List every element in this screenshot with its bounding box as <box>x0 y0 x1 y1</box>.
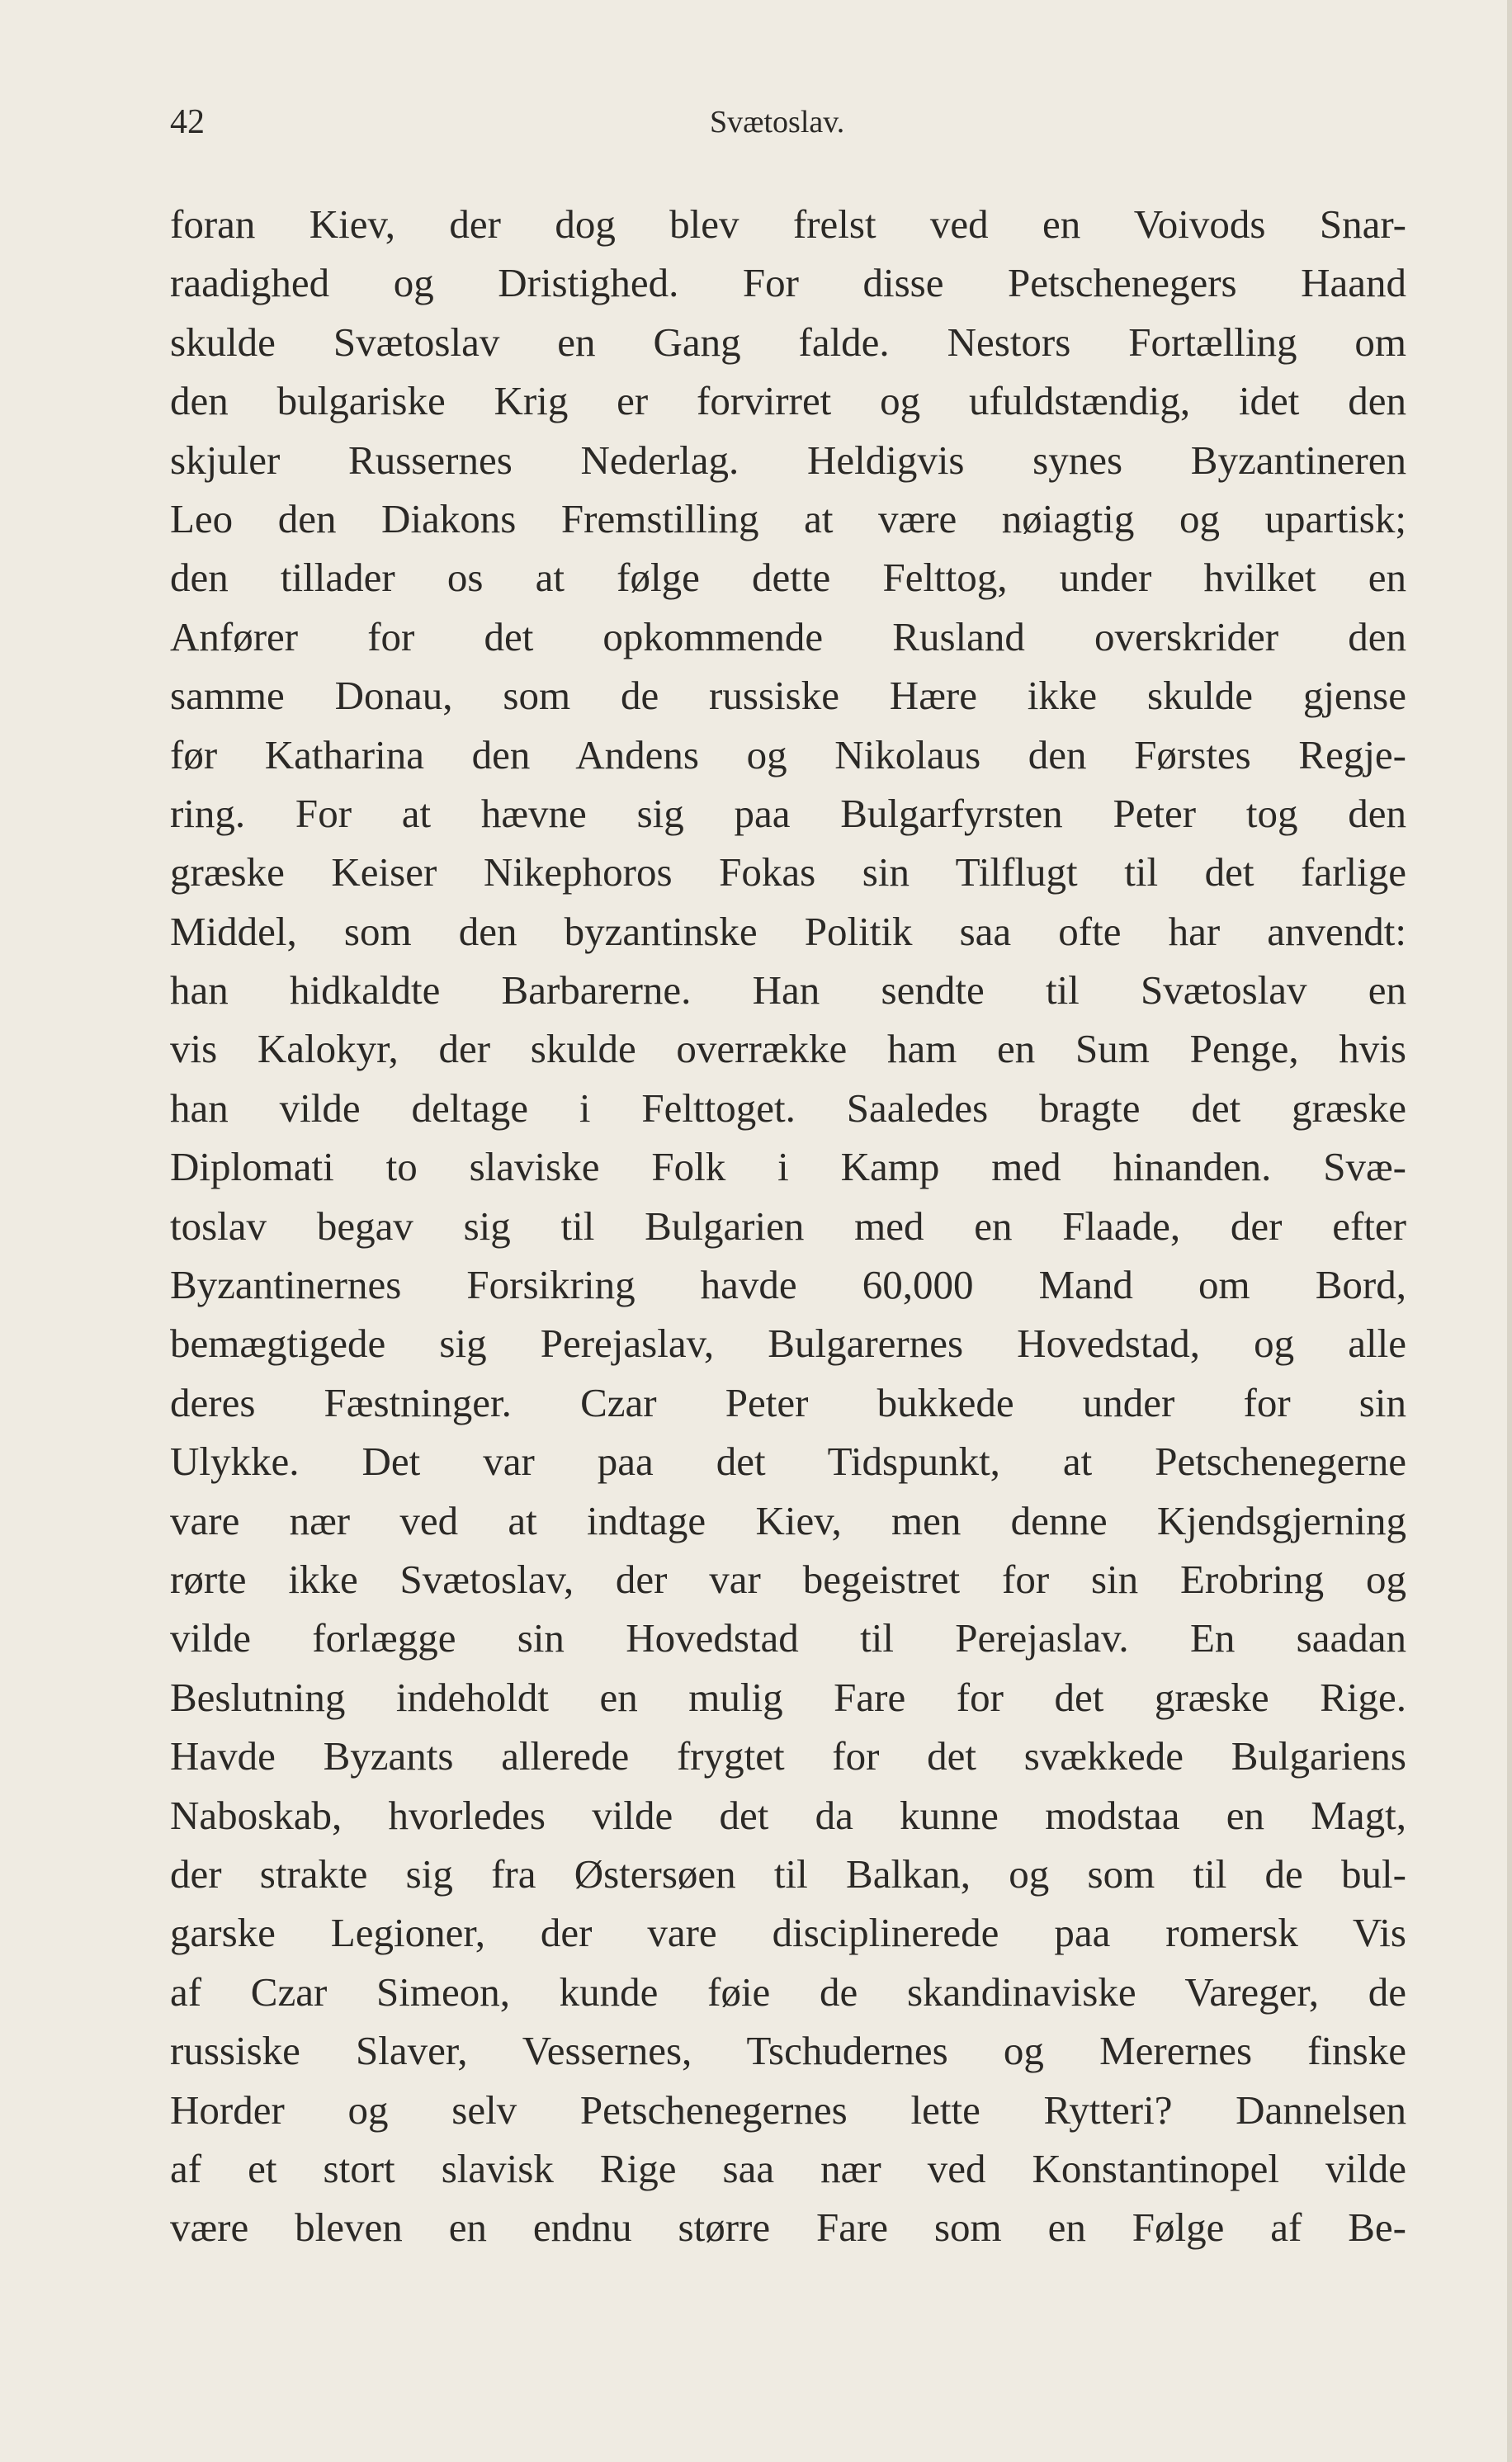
text-line: Diplomati to slaviske Folk i Kamp med hinanden. Svæ- <box>170 1144 1406 1190</box>
text-line: Naboskab, hvorledes vilde det da kunne modstaa en Magt, <box>170 1792 1406 1838</box>
text-line: vilde forlægge sin Hovedstad til Perejaslav. En saadan <box>170 1615 1406 1661</box>
text-line: Byzantinernes Forsikring havde 60,000 Mand om Bord, <box>170 1262 1406 1308</box>
text-line: foran Kiev, der dog blev frelst ved en Voivods Snar- <box>170 201 1406 247</box>
text-line: af Czar Simeon, kunde føie de skandinaviske Vareger, de <box>170 1968 1406 2015</box>
text-line: Ulykke. Det var paa det Tidspunkt, at Petschenegerne <box>170 1439 1406 1485</box>
text-line: Havde Byzants allerede frygtet for det svækkede Bulgariens <box>170 1733 1406 1779</box>
page-header <box>170 97 1408 147</box>
text-line: Horder og selv Petschenegernes lette Rytteri? Dannelsen <box>170 2086 1406 2133</box>
text-line: han vilde deltage i Felttoget. Saaledes bragte det græske <box>170 1085 1406 1131</box>
text-line: Leo den Diakons Fremstilling at være nøiagtig og upartisk; <box>170 495 1406 541</box>
text-line: samme Donau, som de russiske Hære ikke skulde gjense <box>170 673 1406 719</box>
text-line: rørte ikke Svætoslav, der var begeistret for sin Erobring og <box>170 1556 1406 1602</box>
text-line: russiske Slaver, Vessernes, Tschudernes og Merernes finske <box>170 2028 1406 2074</box>
text-line: garske Legioner, der vare disciplinerede paa romersk Vis <box>170 1910 1406 1956</box>
text-line: ring. For at hævne sig paa Bulgarfyrsten Peter tog den <box>170 790 1406 836</box>
text-line: vare nær ved at indtage Kiev, men denne Kjendsgjerning <box>170 1497 1406 1543</box>
text-line: Beslutning indeholdt en mulig Fare for det græske Rige. <box>170 1674 1406 1720</box>
text-line: raadighed og Dristighed. For disse Petschenegers Haand <box>170 260 1406 306</box>
text-line: græske Keiser Nikephoros Fokas sin Tilflugt til det farlige <box>170 849 1406 895</box>
text-line: Middel, som den byzantinske Politik saa ofte har anvendt: <box>170 908 1406 954</box>
text-line: før Katharina den Andens og Nikolaus den Førstes Regje- <box>170 731 1406 777</box>
text-line: af et stort slavisk Rige saa nær ved Konstantinopel vilde <box>170 2145 1406 2191</box>
text-line: være bleven en endnu større Fare som en Følge af Be- <box>170 2204 1406 2251</box>
text-line: skulde Svætoslav en Gang falde. Nestors Fortælling om <box>170 319 1406 365</box>
text-line: der strakte sig fra Østersøen til Balkan, og som til de bul- <box>170 1850 1406 1897</box>
page-number: 42 <box>170 103 205 141</box>
text-line: Anfører for det opkommende Rusland overskrider den <box>170 613 1406 659</box>
text-line: han hidkaldte Barbarerne. Han sendte til Svætoslav en <box>170 967 1406 1014</box>
text-line: den tillader os at følge dette Felttog, under hvilket en <box>170 555 1406 601</box>
text-line: toslav begav sig til Bulgarien med en Flaade, der efter <box>170 1203 1406 1249</box>
body-text <box>170 195 1406 2257</box>
text-line: den bulgariske Krig er forvirret og ufuldstændig, idet den <box>170 378 1406 424</box>
running-head: Svætoslav. <box>710 105 845 139</box>
text-line: bemægtigede sig Perejaslav, Bulgarernes Hovedstad, og alle <box>170 1321 1406 1367</box>
page-edge <box>1507 0 1512 2462</box>
text-line: skjuler Russernes Nederlag. Heldigvis synes Byzantineren <box>170 437 1406 483</box>
text-line: deres Fæstninger. Czar Peter bukkede under for sin <box>170 1379 1406 1425</box>
text-line: vis Kalokyr, der skulde overrække ham en Sum Penge, hvis <box>170 1026 1406 1072</box>
